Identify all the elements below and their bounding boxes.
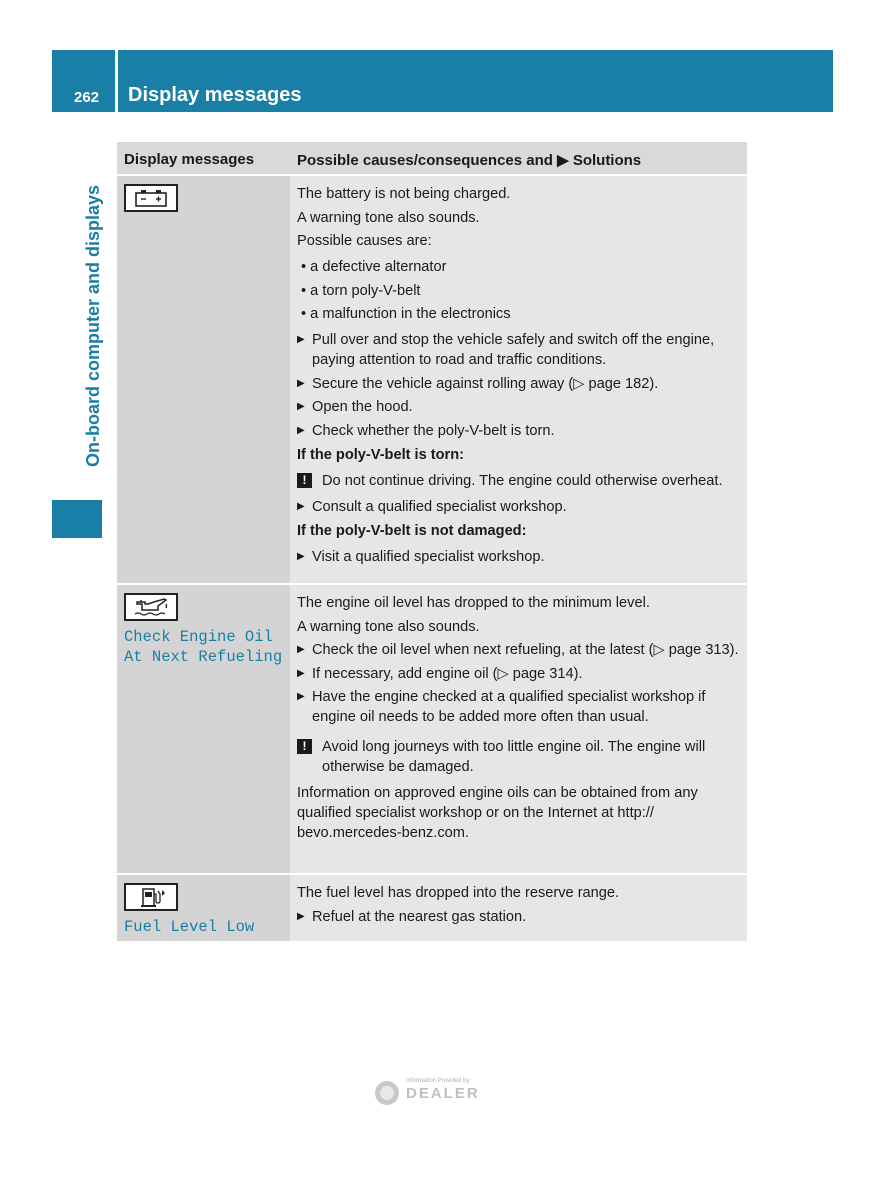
text-line: Possible causes are: bbox=[297, 233, 432, 249]
display-messages-table bbox=[117, 142, 747, 941]
text-line: A warning tone also sounds. bbox=[297, 209, 480, 226]
logo-caption: Information Provided by: bbox=[406, 1078, 472, 1084]
page-title: Display messages bbox=[128, 84, 302, 106]
condition-heading: If the poly-V-belt is torn: bbox=[297, 446, 465, 463]
column-header-display-messages: Display messages bbox=[124, 151, 255, 168]
condition-heading: If the poly-V-belt is not damaged: bbox=[297, 522, 527, 539]
fuel-pump-icon bbox=[124, 883, 178, 911]
action-step: ▶ Open the hood. bbox=[297, 397, 739, 417]
warning-text: Do not continue driving. The engine could otherwise overheat. bbox=[322, 472, 723, 489]
warning-text: Avoid long journeys with too little engine oil. The engine will otherwise be damaged. bbox=[322, 739, 706, 775]
text-line: The fuel level has dropped into the reserve range. bbox=[297, 885, 620, 901]
action-step: ▶ Refuel at the nearest gas station. bbox=[297, 907, 739, 927]
warning-note bbox=[297, 737, 739, 777]
logo-brand: DEALER bbox=[406, 1085, 480, 1102]
display-message-text: Fuel Level Low bbox=[124, 918, 255, 936]
message-cell bbox=[117, 875, 290, 941]
text-line: A warning tone also sounds. bbox=[297, 618, 480, 635]
table-row bbox=[117, 176, 747, 585]
warning-icon: ! bbox=[297, 739, 312, 754]
solution-cell bbox=[290, 585, 747, 873]
warning-icon: ! bbox=[297, 473, 312, 488]
action-step: ▶ If necessary, add engine oil (▷ page 314). bbox=[297, 664, 739, 684]
text-line: The battery is not being charged. bbox=[297, 186, 511, 202]
chapter-side-label: On-board computer and displays bbox=[83, 184, 103, 468]
header-divider bbox=[115, 50, 118, 112]
bullet-item: • a defective alternator bbox=[301, 259, 447, 275]
bullet-item: • a malfunction in the electronics bbox=[301, 306, 511, 322]
oil-can-icon bbox=[124, 593, 178, 621]
text-line: Information on approved engine oils can be obtained from any qualified specialist workshop or on the Internet at http:// bevo.mercedes-benz.com. bbox=[297, 785, 698, 841]
bullet-item: • a torn poly-V-belt bbox=[301, 282, 421, 299]
display-message-text: Check Engine Oil At Next Refueling bbox=[124, 628, 283, 666]
action-step: ▶ Check the oil level when next refueling, at the latest (▷ page 313). bbox=[297, 640, 739, 660]
warning-note bbox=[297, 471, 739, 491]
dealer-logo bbox=[372, 1074, 512, 1110]
text-line: The engine oil level has dropped to the minimum level. bbox=[297, 595, 650, 611]
action-step: ▶ Have the engine checked at a qualified specialist workshop if engine oil needs to be added more often than usual. bbox=[297, 687, 739, 727]
message-cell bbox=[117, 176, 290, 583]
solution-cell bbox=[290, 176, 747, 583]
action-step: ▶ Visit a qualified specialist workshop. bbox=[297, 547, 739, 567]
page-number: 262 bbox=[74, 89, 100, 106]
action-step: ▶ Secure the vehicle against rolling away (▷ page 182). bbox=[297, 374, 739, 394]
message-cell bbox=[117, 585, 290, 873]
table-row bbox=[117, 875, 747, 941]
action-step: ▶ Pull over and stop the vehicle safely and switch off the engine, paying attention to road and traffic conditions. bbox=[297, 330, 739, 370]
solution-cell bbox=[290, 875, 747, 941]
battery-icon bbox=[124, 184, 178, 212]
action-step: ▶ Consult a qualified specialist workshop. bbox=[297, 497, 739, 517]
action-step: ▶ Check whether the poly-V-belt is torn. bbox=[297, 421, 739, 441]
column-header-causes-solutions: Possible causes/consequences and ▶ Solutions bbox=[297, 152, 642, 169]
table-row bbox=[117, 585, 747, 875]
table-header bbox=[117, 142, 747, 176]
